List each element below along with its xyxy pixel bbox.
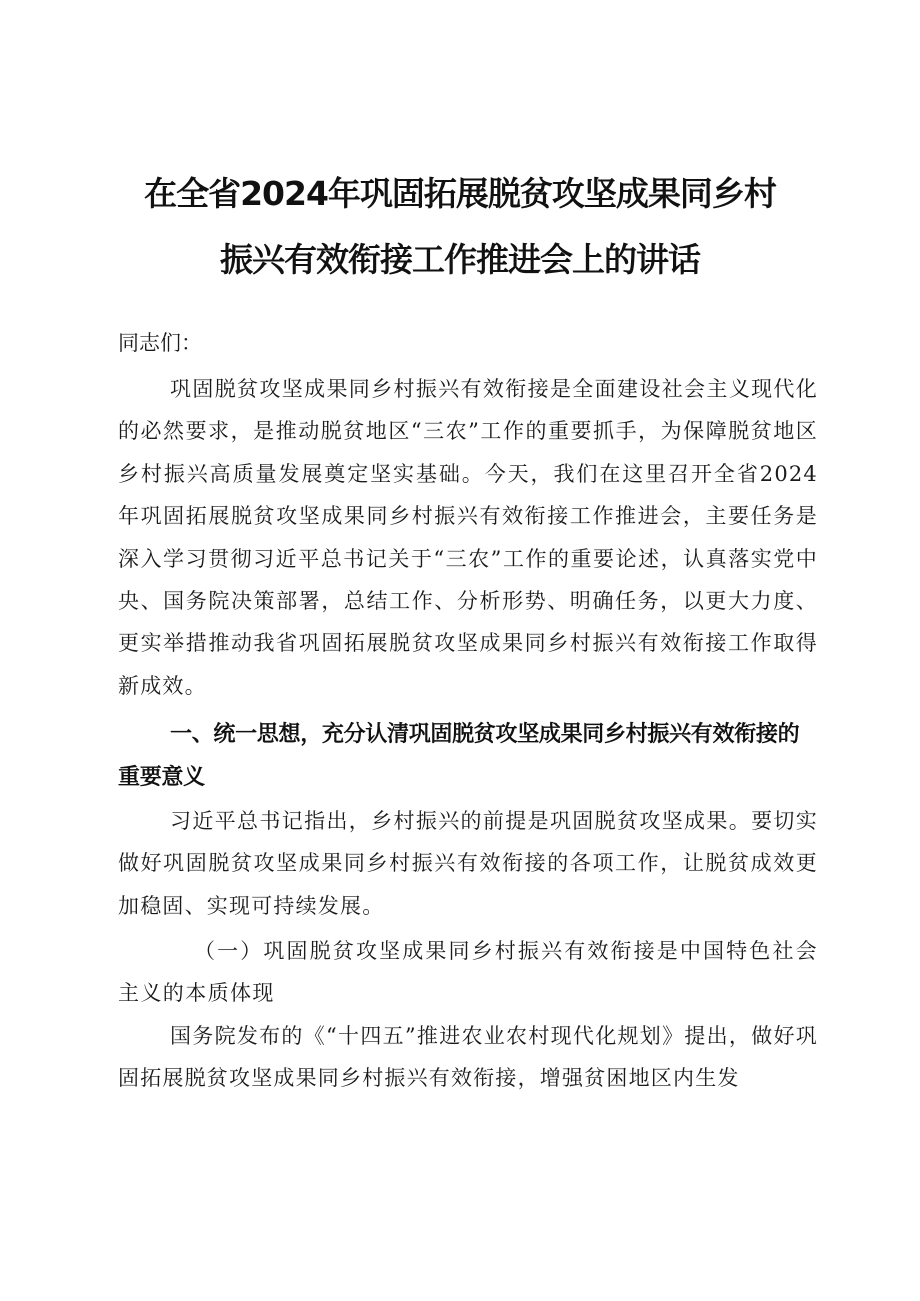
paragraph-section1: 习近平总书记指出，乡村振兴的前提是巩固脱贫攻坚成果。要切实做好巩固脱贫攻坚成果同乡村振兴有效衔接的各项工作，让脱贫成效更加稳固、实现可持续发展。: [118, 809, 818, 918]
salutation: 同志们：: [118, 331, 202, 355]
document-title-line2: 振兴有效衔接工作推进会上的讲话: [220, 240, 700, 279]
document-title-line1: 在全省2024年巩固拓展脱贫攻坚成果同乡村: [144, 174, 776, 213]
paragraph-intro: 巩固脱贫攻坚成果同乡村振兴有效衔接是全面建设社会主义现代化的必然要求，是推动脱贫地区“三农”工作的重要抓手，为保障脱贫地区乡村振兴高质量发展奠定坚实基础。今天，我们在这里召开全省2024年巩固拓展脱贫攻坚成果同乡村振兴有效衔接工作推进会，主要任务是深入学习贯彻习近平总书记关于“三农”工作的重要论述，认真落实党中央、国务院决策部署，总结工作、分析形势、明确任务，以更大力度、更实举措推动我省巩固拓展脱贫攻坚成果同乡村振兴有效衔接工作取得新成效。: [118, 377, 818, 698]
subsection-heading-1: （一）巩固脱贫攻坚成果同乡村振兴有效衔接是中国特色社会主义的本质体现: [118, 939, 818, 1006]
section-heading-1: 一、统一思想，充分认清巩固脱贫攻坚成果同乡村振兴有效衔接的重要意义: [118, 722, 800, 790]
paragraph-subsection1: 国务院发布的《“十四五”推进农业农村现代化规划》提出，做好巩固拓展脱贫攻坚成果同乡村振兴有效衔接，增强贫困地区内生发: [118, 1024, 818, 1091]
